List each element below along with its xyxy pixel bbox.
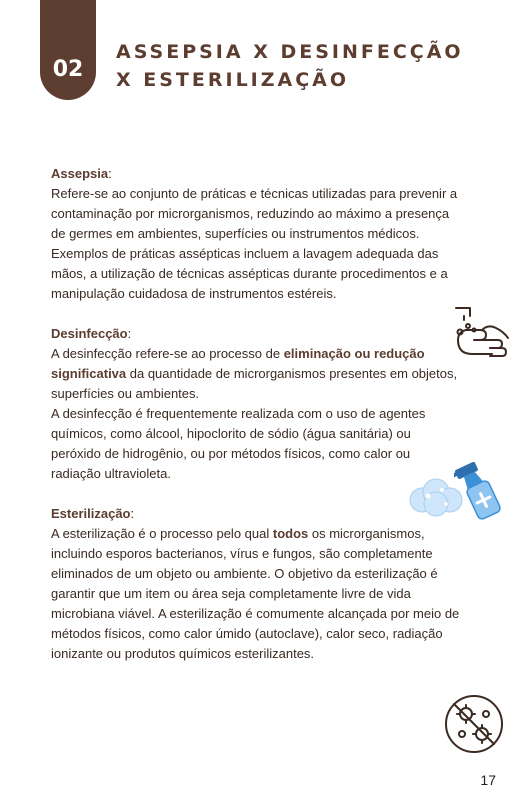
heading-desinfeccao: Desinfecção: [51, 326, 128, 341]
text-desinfeccao-b: da quantidade de microrganismos presentes em objetos, superfícies ou ambientes.: [51, 366, 458, 401]
section-desinfeccao: Desinfecção: A desinfecção refere-se ao processo de eliminação ou redução significativa da quantidade de microrganismos presentes em objetos, superfícies ou ambientes. A desinfecção é frequentemente realizada com o uso de agentes químicos, como álcool, hipoclorito de sódio (água sanitária) ou peróxido de hidrogênio, ou por métodos físicos, como calor ou radiação ultravioleta.: [51, 326, 458, 481]
title-line-2: X ESTERILIZAÇÃO: [116, 69, 350, 91]
page-title: [116, 38, 496, 94]
heading-assepsia: Assepsia: [51, 166, 109, 181]
page-number: 17: [480, 772, 496, 788]
content-body: [51, 164, 461, 684]
bold-desinfeccao: eliminação ou redução significativa: [51, 346, 425, 381]
chapter-badge: [40, 0, 96, 100]
spray-bottle-icon: [454, 452, 512, 522]
title-line-1: ASSEPSIA X DESINFECÇÃO: [116, 41, 464, 63]
section-esterilizacao: Esterilização: A esterilização é o processo pelo qual todos os microrganismos, incluindo esporos bacterianos, vírus e fungos, são completamente eliminados de um objeto ou ambiente. O objetivo da esterilização é garantir que um item ou área seja completamente livre de vida microbiana viável. A esterilização é comumente alcançada por meio de métodos físicos, como calor úmido (autoclave), calor seco, radiação ionizante ou produtos químicos esterilizantes.: [51, 506, 460, 661]
chapter-number: 02: [52, 56, 84, 82]
text-desinfeccao-a: A desinfecção refere-se ao processo de: [51, 346, 284, 361]
text-desinfeccao-c: A desinfecção é frequentemente realizada com o uso de agentes químicos, como álcool, hipoclorito de sódio (água sanitária) ou peróxido de hidrogênio, ou por métodos físicos, como calor ou radiação ultravioleta.: [51, 406, 426, 481]
text-assepsia: Refere-se ao conjunto de práticas e técnicas utilizadas para prevenir a contaminação por microrganismos, reduzindo ao máximo a presença de germes em ambientes, superfícies ou instrumentos médicos. Exemplos de práticas assépticas incluem a lavagem adequada das mãos, a utilização de técnicas assépticas durante procedimentos e a manipulação cuidadosa de instrumentos estéreis.: [51, 186, 458, 301]
text-esterilizacao-b: os microrganismos, incluindo esporos bacterianos, vírus e fungos, são completamente eliminados de um objeto ou ambiente. O objetivo da esterilização é garantir que um item ou área seja completamente livre de vida microbiana viável. A esterilização é comumente alcançada por meio de métodos físicos, como calor úmido (autoclave), calor seco, radiação ionizante ou produtos químicos esterilizantes.: [51, 526, 460, 661]
heading-esterilizacao: Esterilização: [51, 506, 131, 521]
hand-washing-icon: [452, 300, 512, 364]
text-esterilizacao-a: A esterilização é o processo pelo qual: [51, 526, 273, 541]
no-germs-icon: [442, 692, 506, 756]
section-assepsia: Assepsia: Refere-se ao conjunto de práticas e técnicas utilizadas para prevenir a contaminação por microrganismos, reduzindo ao máximo a presença de germes em ambientes, superfícies ou instrumentos médicos. Exemplos de práticas assépticas incluem a lavagem adequada das mãos, a utilização de técnicas assépticas durante procedimentos e a manipulação cuidadosa de instrumentos estéreis.: [51, 166, 458, 301]
bold-esterilizacao: todos: [272, 526, 309, 541]
